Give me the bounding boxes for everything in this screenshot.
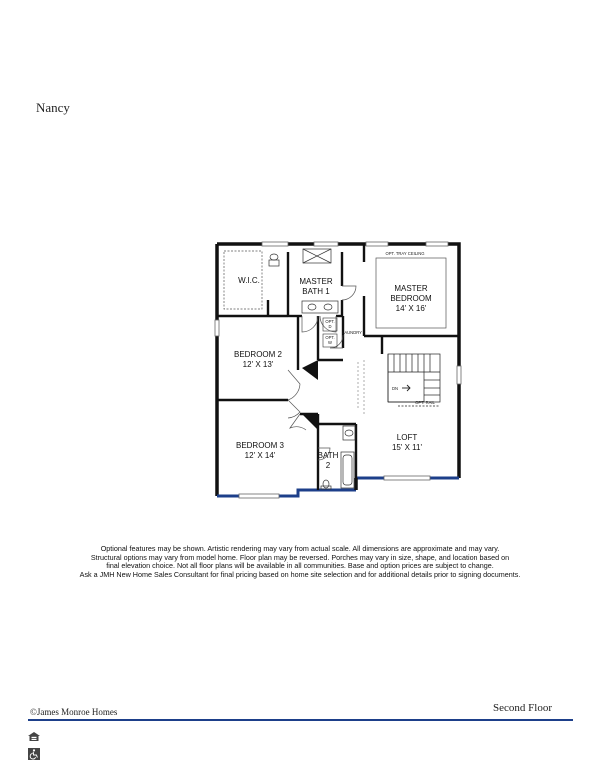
washer-label-top: OPT.	[325, 335, 335, 340]
stair-down-label: DN	[391, 386, 399, 391]
loft-size: 15' X 11'	[391, 443, 423, 452]
copyright: ©James Monroe Homes	[30, 707, 118, 717]
floor-name: Second Floor	[493, 702, 552, 714]
washer-label-bottom: W	[328, 340, 332, 345]
footer-rule	[28, 719, 573, 721]
bedroom3-size: 12' X 14'	[244, 451, 276, 460]
disclaimer-line-3: final elevation choice. Not all floor plans will be available in all communities. Base and option prices are subject to change.	[106, 561, 494, 571]
master-bedroom-label-2: BEDROOM	[390, 294, 432, 303]
bath2-label-1: BATH	[317, 451, 339, 460]
disclaimer-line-1: Optional features may be shown. Artistic rendering may vary from actual scale. All dimensions are approximate and may vary.	[100, 544, 500, 553]
bath2-label-2: 2	[325, 461, 331, 470]
wic-label: W.I.C.	[238, 276, 260, 285]
bedroom3-label: BEDROOM 3	[235, 441, 285, 450]
disclaimer	[60, 545, 540, 579]
bedroom2-label: BEDROOM 2	[233, 350, 283, 359]
bedroom2-size: 12' X 13'	[242, 360, 274, 369]
wheelchair-accessibility-icon	[28, 748, 40, 760]
disclaimer-line-2: Structural options may vary from model home. Floor plan may be reversed. Porches may vary in size, shape, and location based on	[90, 552, 510, 562]
dryer-label-bottom: D	[328, 324, 332, 329]
master-bath-label-1: MASTER	[299, 277, 333, 286]
loft-label: LOFT	[396, 433, 418, 442]
tray-ceiling-label: OPT. TRAY CEILING	[385, 251, 425, 256]
master-bath-label-2: BATH 1	[302, 287, 330, 296]
disclaimer-line-4: Ask a JMH New Home Sales Consultant for final pricing based on home site selection and for additional details prior to signing documents.	[79, 569, 521, 579]
footer-icons	[28, 728, 42, 760]
plan-name: Nancy	[36, 100, 70, 115]
dryer-label-top: OPT.	[325, 319, 335, 324]
opt-rail-label: OPT. RAIL	[415, 400, 435, 405]
master-bedroom-size: 14' X 16'	[395, 304, 427, 313]
laundry-label: LAUNDRY	[342, 330, 362, 335]
master-bedroom-label-1: MASTER	[394, 284, 428, 293]
equal-housing-opportunity-icon	[28, 732, 40, 741]
